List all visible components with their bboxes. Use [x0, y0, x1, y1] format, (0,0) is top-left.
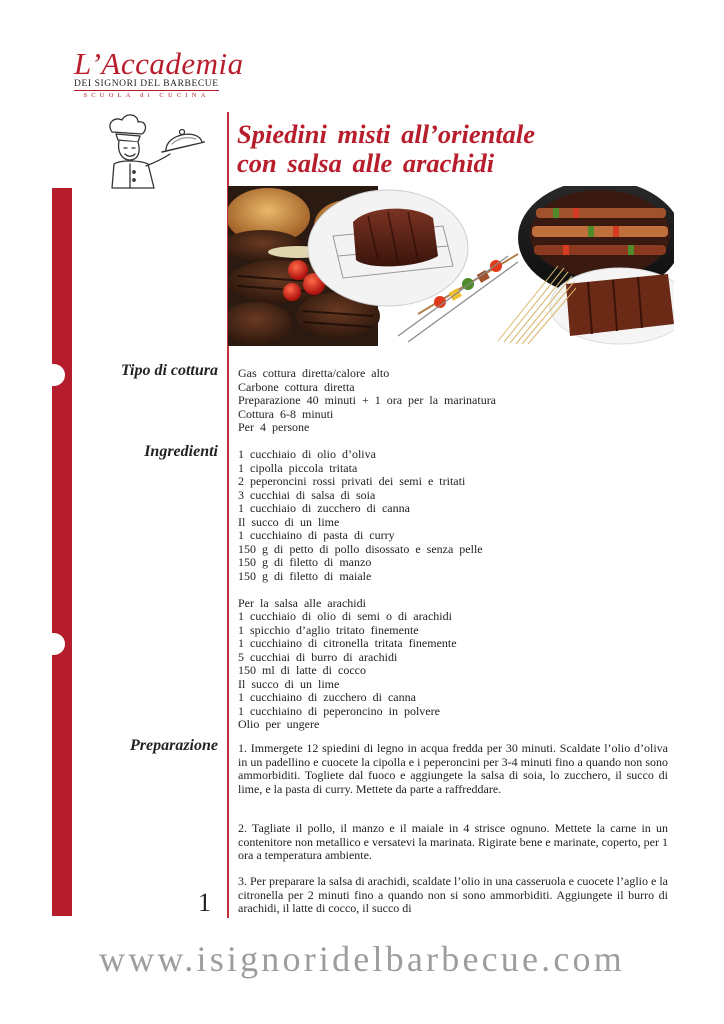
salsa-line: 1 cucchiaio di olio di semi o di arachidi	[238, 609, 452, 623]
tipo-cottura-block	[238, 367, 678, 435]
ingredient-line: Il succo di un lime	[238, 514, 340, 529]
logo-school: SCUOLA di CUCINA	[83, 92, 210, 99]
title-line-1: Spiedini misti all’orientale	[237, 119, 536, 149]
prep-step-1: 1. Immergete 12 spiedini di legno in acqua fredda per 30 minuti. Scaldate l’olio d’oliva in un padellino e cuocete la cipolla e i peperoncini per 3-4 minuti fino a quando non sono ammorbiditi. Togliete dal fuoco e aggiungete la salsa di soia, lo zucchero, il succo di lime, e la pasta di curry. Mettete da parte a raffreddare.	[238, 741, 668, 796]
salsa-line: 1 spicchio d’aglio tritato finemente	[238, 622, 419, 637]
salsa-line: 5 cucchiai di burro di arachidi	[238, 649, 398, 664]
tipo-line: Carbone cottura diretta	[238, 379, 355, 394]
ingredient-line: 1 cucchiaio di zucchero di canna	[238, 501, 410, 515]
title-line-2: con salsa alle arachidi	[237, 148, 495, 178]
label-preparazione: Preparazione	[130, 737, 218, 754]
logo-script: L’Accademia	[74, 46, 244, 81]
salsa-line: 1 cucchiaino di peperoncino in polvere	[238, 703, 440, 718]
tipo-line: Preparazione 40 minuti + 1 ora per la marinatura	[238, 393, 497, 407]
salsa-line: Il succo di un lime	[238, 676, 340, 691]
logo-divider	[74, 90, 219, 91]
footer-url: www.isignoridelbarbecue.com	[99, 939, 625, 979]
tipo-line: Cottura 6-8 minuti	[238, 406, 334, 421]
ingredient-line: 1 cucchiaino di pasta di curry	[238, 528, 395, 542]
ingredient-line: 150 g di filetto di maiale	[238, 568, 372, 583]
food-photo	[228, 186, 674, 346]
ingredient-line: 2 peperoncini rossi privati dei semi e tritati	[238, 474, 466, 488]
prep-step-3: 3. Per preparare la salsa di arachidi, scaldate l’olio in una casseruola e cuocete l’aglio e la citronella per 2 minuti fino a quando non si sono ammorbiditi. Aggiungete il burro di arachidi, il latte di cocco, il succo di	[238, 874, 668, 916]
salsa-line: Olio per ungere	[238, 717, 320, 731]
ingredient-line: 1 cipolla piccola tritata	[238, 460, 358, 475]
prep-step-2: 2. Tagliate il pollo, il manzo e il maiale in 4 strisce ognuno. Mettete la carne in un contenitore non metallico e versatevi la marinata. Rigirate bene e marinate, coperto, per 1 ora a temperatura ambiente.	[238, 821, 668, 863]
ingredient-line: 150 g di petto di pollo disossato e senza pelle	[238, 541, 483, 556]
ingredient-line: 3 cucchiai di salsa di soia	[238, 487, 376, 502]
chef-illustration	[100, 112, 210, 192]
salsa-line: 150 ml di latte di cocco	[238, 663, 366, 677]
tipo-line: Per 4 persone	[238, 420, 310, 434]
salsa-line: 1 cucchiaino di citronella tritata finemente	[238, 636, 457, 650]
ingredienti-block	[238, 448, 678, 732]
ingredient-line: 150 g di filetto di manzo	[238, 555, 372, 569]
page-number: 1	[198, 888, 211, 917]
recipe-title	[237, 120, 535, 178]
tipo-line: Gas cottura diretta/calore alto	[238, 366, 390, 380]
salsa-line: 1 cucchiaino di zucchero di canna	[238, 690, 416, 704]
left-band	[52, 188, 72, 916]
ingredient-line: 1 cucchiaio di olio d’oliva	[238, 447, 376, 461]
logo-subtitle: DEI SIGNORI DEL BARBECUE	[74, 79, 219, 89]
label-tipo-cottura: Tipo di cottura	[120, 362, 218, 379]
salsa-heading: Per la salsa alle arachidi	[238, 595, 366, 610]
label-ingredienti: Ingredienti	[144, 443, 218, 460]
